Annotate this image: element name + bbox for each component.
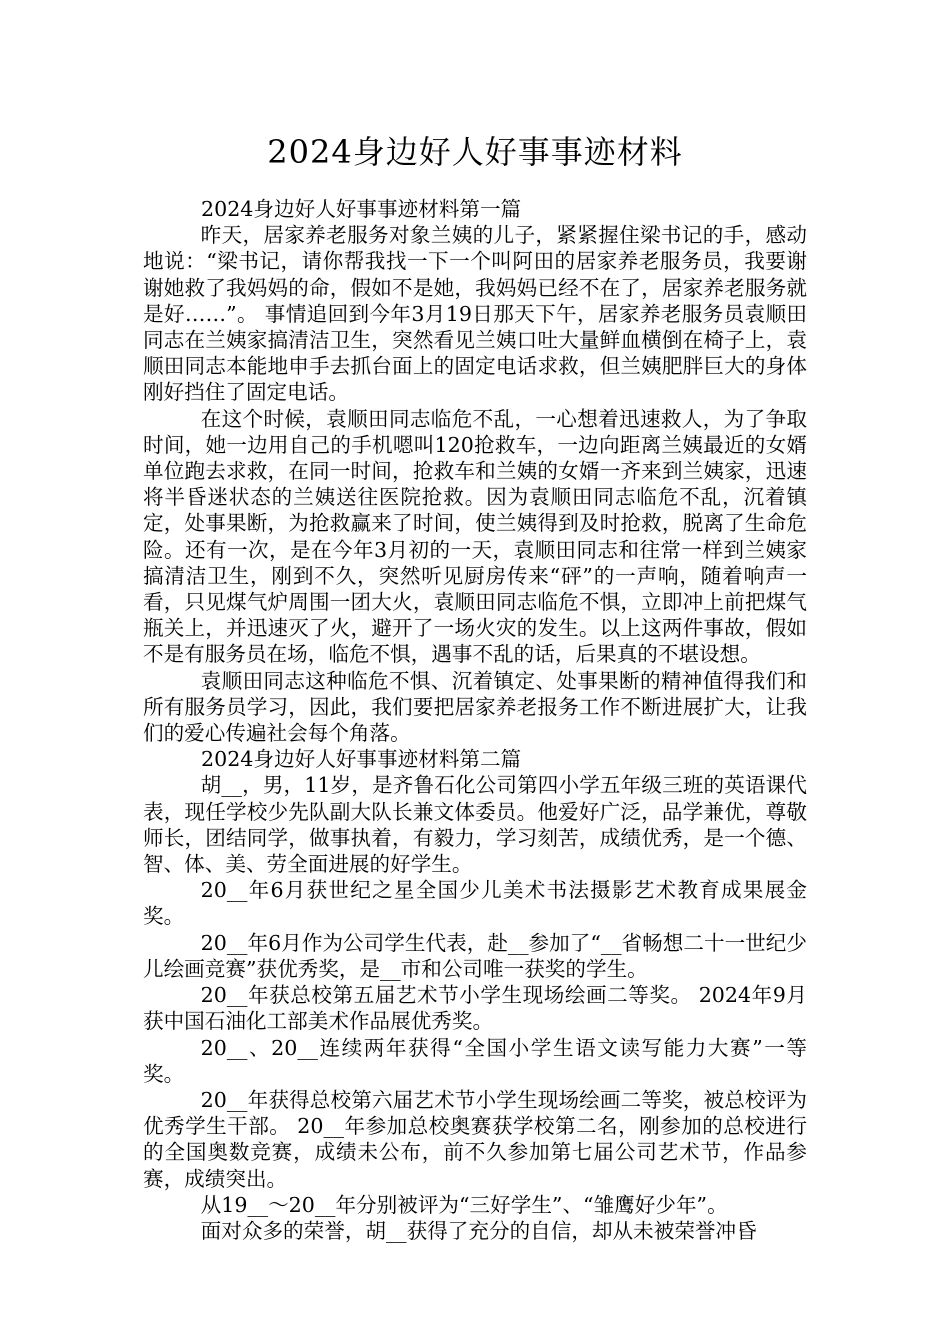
section1-paragraph-2: 在这个时候，袁顺田同志临危不乱，一心想着迅速救人，为了争取时间，她一边用自己的手机嗯叫120抢救车，一边向距离兰姨最近的女婿单位跑去求救，在同一时间，抢救车和兰姨的女婿一齐来到兰姨家，迅速将半昏迷状态的兰姨送往医院抢救。因为袁顺田同志临危不乱，沉着镇定，处事果断，为抢救赢来了时间，使兰姨得到及时抢救，脱离了生命危险。还有一次，是在今年3月初的一天，袁顺田同志和往常一样到兰姨家搞清洁卫生，刚到不久，突然听见厨房传来“砰”的一声响，随着响声一看，只见煤气炉周围一团大火，袁顺田同志临危不惧，立即冲上前把煤气瓶关上，并迅速灭了火，避开了一场火灾的发生。以上这两件事故，假如不是有服务员在场，临危不惧，遇事不乱的话，后果真的不堪设想。	[143, 406, 807, 667]
section2-paragraph-4: 20__年获总校第五届艺术节小学生现场绘画二等奖。 2024年9月获中国石油化工部美术作品展优秀奖。	[143, 983, 807, 1034]
section2-paragraph-8: 面对众多的荣誉，胡__获得了充分的自信，却从未被荣誉冲昏	[200, 1218, 757, 1243]
section1-paragraph-1: 昨天，居家养老服务对象兰姨的儿子，紧紧握住梁书记的手，感动地说：“梁书记，请你帮我找一下一个叫阿田的居家养老服务员，我要谢谢她救了我妈妈的命，假如不是她，我妈妈已经不在了，居家养老服务就是好……”。 事情追回到今年3月19日那天下午，居家养老服务员袁顺田同志在兰姨家搞清洁卫生，突然看见兰姨口吐大量鲜血横倒在椅子上，袁顺田同志本能地申手去抓台面上的固定电话求救，但兰姨肥胖巨大的身体刚好挡住了固定电话。	[143, 223, 807, 405]
document-title: 2024身边好人好事事迹材料	[267, 133, 683, 171]
section-heading-1: 2024身边好人好事事迹材料第一篇	[201, 197, 522, 221]
section-heading-2: 2024身边好人好事事迹材料第二篇	[201, 747, 522, 772]
section2-paragraph-5: 20__、20__连续两年获得“全国小学生语文读写能力大赛”一等奖。	[143, 1035, 807, 1086]
section2-paragraph-7: 从19__～20__年分别被评为“三好学生”、“雏鹰好少年”。	[200, 1192, 728, 1217]
section2-paragraph-1: 胡__，男，11岁，是齐鲁石化公司第四小学五年级三班的英语课代表，现任学校少先队副大队长兼文体委员。他爱好广泛，品学兼优，尊敬师长，团结同学，做事执着，有毅力，学习刻苦，成绩优秀，是一个德、智、体、美、劳全面进展的好学生。	[143, 773, 807, 877]
section2-paragraph-6: 20__年获得总校第六届艺术节小学生现场绘画二等奖，被总校评为优秀学生干部。 20__年参加总校奥赛获学校第二名，刚参加的总校进行的全国奥数竞赛，成绩未公布，前不久参加第七届公司艺术节，作品参赛，成绩突出。	[143, 1087, 807, 1191]
document-page	[143, 0, 807, 1244]
section2-paragraph-2: 20__年6月获世纪之星全国少儿美术书法摄影艺术教育成果展金奖。	[143, 878, 807, 929]
section2-paragraph-3: 20__年6月作为公司学生代表，赴__参加了“__省畅想二十一世纪少儿绘画竞赛”获优秀奖，是__市和公司唯一获奖的学生。	[143, 930, 807, 981]
document-body	[143, 196, 807, 1244]
section1-paragraph-3: 袁顺田同志这种临危不惧、沉着镇定、处事果断的精神值得我们和所有服务员学习，因此，我们要把居家养老报务工作不断进展扩大，让我们的爱心传遍社会每个角落。	[143, 668, 807, 746]
